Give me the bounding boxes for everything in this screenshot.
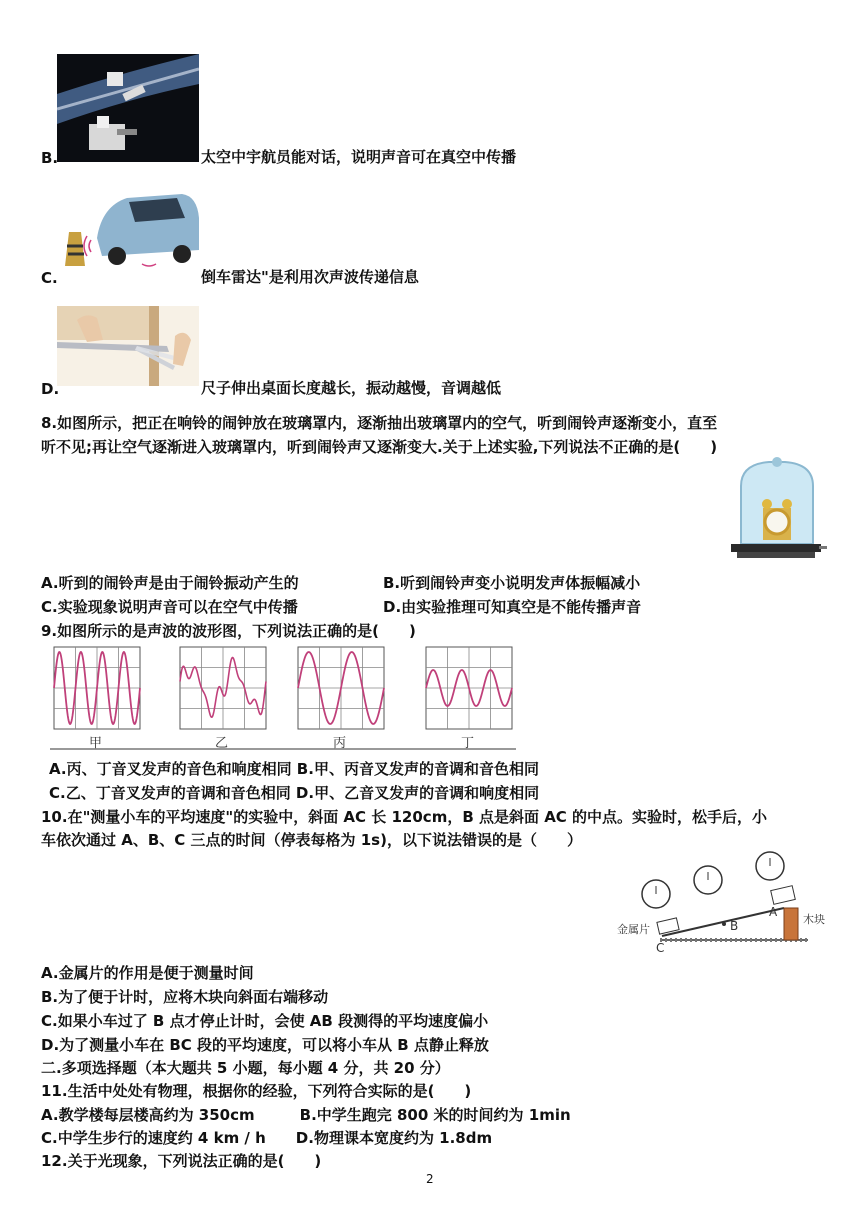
fig-label-b: B [730, 919, 739, 933]
q11-options-ab: A.教学楼每层楼高约为 350cm B.中学生跑完 800 米的时间约为 1min [41, 1106, 571, 1124]
fig-label-c: C [656, 941, 665, 955]
q8-stem-line2: 听不见;再让空气逐渐进入玻璃罩内，听到闹铃声又逐渐变大.关于上述实验,下列说法不正确的是( ) [41, 438, 718, 456]
q8-option-c: C.实验现象说明声音可以在空气中传播 [41, 598, 298, 616]
waveform-figure [50, 645, 516, 753]
incline-experiment-figure [612, 848, 828, 960]
q9-options-cd: C.乙、丁音叉发声的音调和音色相同 D.甲、乙音叉发声的音调和响度相同 [49, 784, 540, 802]
q7-option-b-label: B. [41, 149, 59, 167]
astronaut-image [57, 54, 199, 162]
fig-label-a: A [769, 905, 778, 919]
ruler-table-image [57, 306, 199, 386]
q7-option-b-text: 太空中宇航员能对话，说明声音可在真空中传播 [201, 148, 517, 166]
q8-stem-line1: 8.如图所示，把正在响铃的闹钟放在玻璃罩内，逐渐抽出玻璃罩内的空气，听到闹铃声逐渐变小，直至 [41, 414, 718, 432]
q10-stem-line1: 10.在"测量小车的平均速度"的实验中，斜面 AC 长 120cm，B 点是斜面 AC 的中点。实验时，松手后，小 [41, 808, 768, 826]
car-radar-image [57, 188, 199, 270]
waveform-label-ding: 丁 [461, 736, 475, 751]
q8-option-a: A.听到的闹铃声是由于闹铃振动产生的 [41, 574, 299, 592]
q8-option-b: B.听到闹铃声变小说明发声体振幅减小 [383, 574, 641, 592]
q9-options-ab: A.丙、丁音叉发声的音色和响度相同 B.甲、丙音叉发声的音调和音色相同 [49, 760, 539, 778]
waveform-label-jia: 甲 [89, 736, 103, 751]
waveform-label-bing: 丙 [333, 736, 347, 751]
page-number: 2 [426, 1172, 434, 1186]
q7-option-c-text: 倒车雷达"是利用次声波传递信息 [201, 268, 419, 286]
q12-stem: 12.关于光现象，下列说法正确的是( ) [41, 1152, 322, 1170]
q9-stem: 9.如图所示的是声波的波形图，下列说法正确的是( ) [41, 622, 416, 640]
q10-option-a: A.金属片的作用是便于测量时间 [41, 964, 254, 982]
q11-stem: 11.生活中处处有物理，根据你的经验，下列符合实际的是( ) [41, 1082, 472, 1100]
waveform-label-yi: 乙 [215, 736, 229, 751]
waveform-grid-yi [180, 647, 266, 729]
q10-option-d: D.为了测量小车在 BC 段的平均速度，可以将小车从 B 点静止释放 [41, 1036, 489, 1054]
q7-option-d-text: 尺子伸出桌面长度越长，振动越慢，音调越低 [201, 379, 502, 397]
q8-option-d: D.由实验推理可知真空是不能传播声音 [383, 598, 642, 616]
fig-label-block: 木块 [803, 913, 825, 926]
q7-option-d-label: D. [41, 380, 60, 398]
waveform-grid-jia [54, 647, 140, 729]
q7-option-c-label: C. [41, 269, 58, 287]
bell-jar-image [727, 456, 827, 564]
q10-option-c: C.如果小车过了 B 点才停止计时，会使 AB 段测得的平均速度偏小 [41, 1012, 489, 1030]
waveform-grid-bing [298, 647, 384, 729]
q10-option-b: B.为了便于计时，应将木块向斜面右端移动 [41, 988, 329, 1006]
fig-label-metal: 金属片 [617, 923, 650, 936]
waveform-grid-ding [426, 647, 512, 729]
q11-options-cd: C.中学生步行的速度约 4 km / h D.物理课本宽度约为 1.8dm [41, 1129, 493, 1147]
section2-title: 二.多项选择题（本大题共 5 小题，每小题 4 分，共 20 分） [41, 1059, 450, 1077]
q10-stem-line2: 车依次通过 A、B、C 三点的时间（停表每格为 1s)，以下说法错误的是（ ） [41, 831, 582, 849]
